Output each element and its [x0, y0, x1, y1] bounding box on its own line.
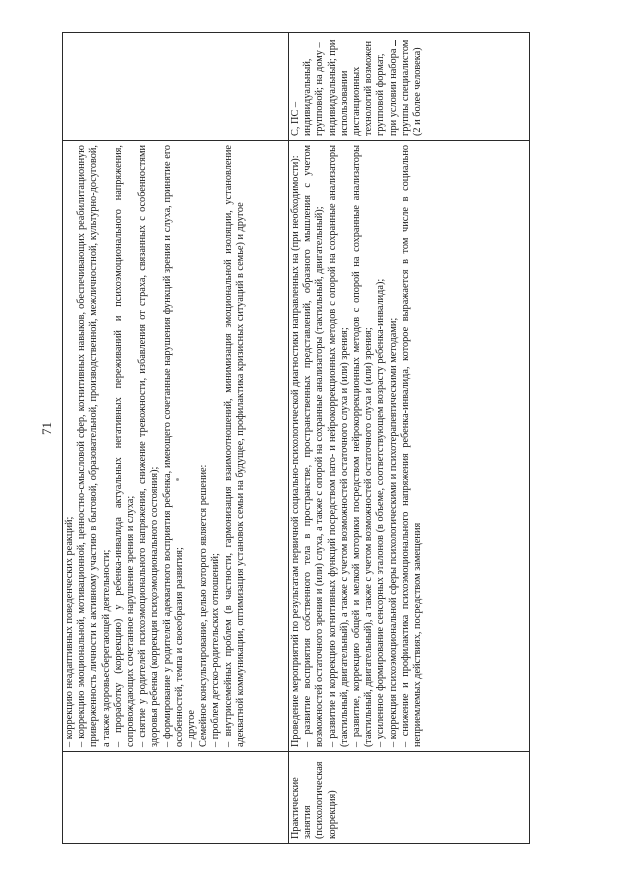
row1-col3-cell: [63, 33, 289, 141]
list-item: – другое: [186, 710, 198, 747]
row2-col2-cell: [289, 141, 530, 752]
list-item: – снижение и профилактика психоэмоционального напряжения ребенка-инвалида, которое выражается в том числе в социально неприемлемых действиях, посредством замещения: [399, 145, 424, 747]
list-item: Семейное консультирование, целью которого является решение:: [198, 464, 210, 747]
list-item: – усиленное формирование сенсорных эталонов (в объеме, соответствующем возрасту ребенка-инвалида);: [375, 278, 387, 747]
row2-col3-cell: [289, 33, 530, 141]
list-item: Проведение мероприятий по результатам первичной социально-психологической диагностики направленных на (при необходимости):: [290, 155, 301, 747]
list-item: – развитие, коррекцию общей и мелкой моторики посредством нейрокоррекционных методов с опорой на сохранные анализаторы (тактильный, двигательный), а также с учетом возможностей остаточного слуха и (или) зрения;: [351, 145, 375, 747]
list-item: – развитие восприятия собственного тела в пространстве, пространственных представлений, образного мышления с учетом возможностей остаточного зрения и (или) слуха, а также с опорой на сохранные анализаторы (тактильный, двигательный);: [302, 145, 326, 747]
list-item: – коррекцию эмоциональной, мотивационной, ценностно-смысловой сфер, когнитивных навыков, обеспечивающих реабилитационную приверженность личности к активному участию в бытовой, образовательной, производственной, межличностной, культурно-досуговой, а также здоровьесберегающей деятельности;: [76, 145, 112, 747]
list-item: – внутрисемейных проблем (в частности, гармонизация взаимоотношений, минимизация эмоциональной изоляции, установление адекватной коммуникации, оптимизация установок семьи на будущее, профилактика кризисных ситуаций в семье) и другое: [222, 145, 246, 747]
row1-col2-cell: [63, 141, 289, 752]
activity-type-label: Практические занятия (психологическая коррекция): [290, 761, 338, 839]
landscape-table-wrapper: [62, 32, 530, 844]
list-item: – формирование у родителей адекватного восприятия ребенка, имеющего сочетанные нарушения функций зрения и слуха, принятие его особенностей, темпа и своеобразия развития;: [161, 145, 185, 747]
list-item: – коррекцию неадаптивных поведенческих реакций;: [64, 516, 75, 747]
row1-col1-cell: [63, 752, 289, 844]
table-row: [289, 33, 530, 844]
service-format-text: С, ПС – индивидуальный, групповой; на дому – индивидуальный; при использовании дистанционных технологий возможен групповой формат, при условии набора группы специалистом (2 и более человека): [290, 39, 424, 136]
list-item: – развитие и коррекцию когнитивных функций посредством пато- и нейрокоррекционных методов с опорой на сохранные анализаторы (тактильный, двигательный), а также с учетом возможностей остаточного слуха и (или) зрения;: [326, 145, 350, 747]
list-item: – снятие у родителей психоэмоционального напряжения, снижение тревожности, избавления от страха, связанных с особенностями здоровья ребенка (коррекция психоэмоционального состояния);: [137, 145, 161, 747]
list-item: – проработку (коррекцию) у ребенка-инвалида актуальных негативных переживаний и психоэмоционального напряжения, сопровождающих сочетанное нарушение зрения и слуха;: [112, 145, 137, 747]
methods-table: [62, 32, 530, 844]
page-number: 71: [39, 422, 54, 435]
list-item: – проблем детско-родительских отношений;: [210, 553, 222, 747]
row2-col1-cell: [289, 752, 530, 844]
list-item: – коррекция психоэмоциональной сферы психологическими и психотерапевтическими методами;: [387, 317, 399, 747]
table-row: [63, 33, 289, 844]
